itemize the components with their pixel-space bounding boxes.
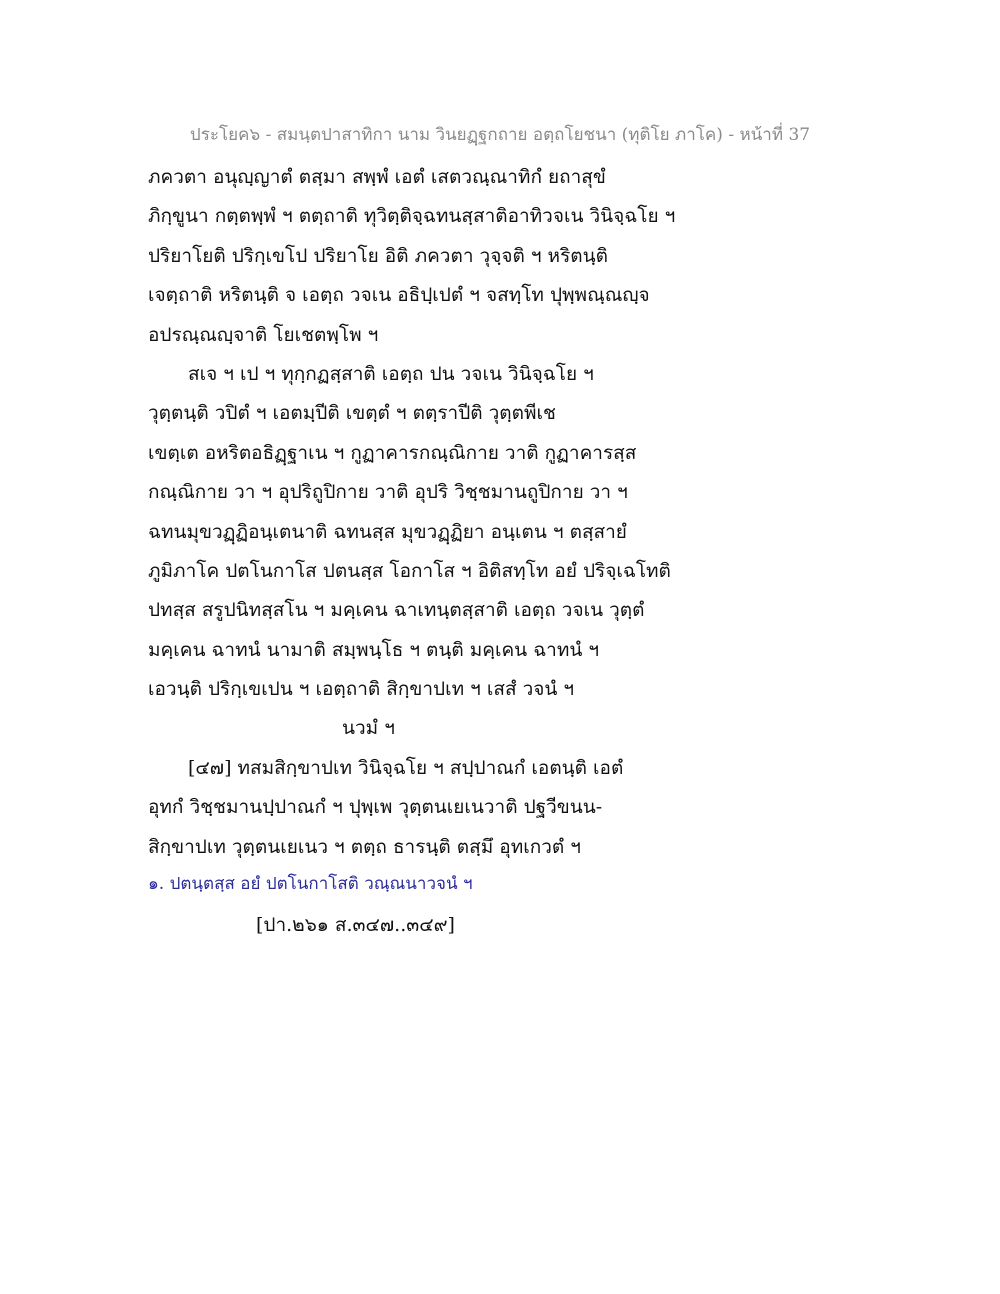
text-line: เจตฺถาติ หริตนฺติ จ เอตฺถ วจเน อธิปฺเปตํ ฯ จสทฺโท ปุพฺพณฺณญฺจ	[148, 284, 650, 307]
paragraph-start-line: สเจ ฯ เป ฯ ทุกฺกฏสฺสาติ เอตฺถ ปน วจเน วินิจฺฉโย ฯ	[188, 362, 594, 385]
text-line: ภูมิภาโค ปตโนกาโส ปตนสฺส โอกาโส ฯ อิติสทฺโท อยํ ปริจฺเฉโทติ	[148, 559, 671, 582]
text-line: ปทสฺส สรูปนิทสฺสโน ฯ มคฺเคน ฉาเทนฺตสฺสาติ เอตฺถ วจเน วุตฺตํ	[148, 599, 645, 622]
text-line: เอวนฺติ ปริกฺเขเปน ฯ เอตฺถาติ สิกฺขาปเท ฯ เสสํ วจนํ ฯ	[148, 678, 575, 701]
text-line: มคฺเคน ฉาทนํ นามาติ สมฺพนฺโธ ฯ ตนฺติ มคฺเคน ฉาทนํ ฯ	[148, 638, 600, 661]
text-line: กณฺณิกาย วา ฯ อุปริถูปิกาย วาติ อุปริ วิชฺชมานถูปิกาย วา ฯ	[148, 481, 628, 504]
footnote: ๑. ปตนฺตสฺส อยํ ปตโนกาโสติ วณฺณนาวจนํ ฯ	[148, 874, 473, 894]
section-end-marker: นวมํ ฯ	[342, 717, 395, 740]
page-header: ประโยค๖ - สมนฺตปาสาทิกา นาม วินยฏฺฐกถาย อตฺถโยชนา (ทุติโย ภาโค) - หน้าที่ 37	[189, 125, 811, 145]
text-line: วุตฺตนฺติ วปิตํ ฯ เอตมฺปีติ เขตฺตํ ฯ ตตฺราปีติ วุตฺตพีเช	[148, 402, 556, 425]
text-line: สิกฺขาปเท วุตฺตนเยเนว ฯ ตตฺถ ธารนฺติ ตสฺมึ อุทเกวตํ ฯ	[148, 835, 581, 858]
text-line: อปรณฺณญฺจาติ โยเชตพฺโพ ฯ	[148, 323, 379, 346]
text-line: ภควตา อนุญฺญาตํ ตสฺมา สพฺพํ เอตํ เสตวณฺณาทิกํ ยถาสุขํ	[148, 166, 606, 188]
paragraph-start-line: [๔๗] ทสมสิกฺขาปเท วินิจฺฉโย ฯ สปฺปาณกํ เอตนฺติ เอตํ	[188, 756, 624, 779]
text-line: ปริยาโยติ ปริกฺเขโป ปริยาโย อิติ ภควตา วุจฺจติ ฯ หริตนฺติ	[148, 244, 608, 267]
text-line: เขตฺเต อหริตอธิฏฺฐาเน ฯ กูฏาคารกณฺณิกาย วาติ กูฏาคารสฺส	[148, 441, 637, 464]
body-text	[148, 158, 868, 867]
page-reference: [ปา.๒๖๑ ส.๓๔๗..๓๔๙]	[256, 914, 455, 936]
text-line: อุทกํ วิชฺชมานปฺปาณกํ ฯ ปุพฺเพ วุตฺตนเยเนวาติ ปฐวีขนน-	[148, 796, 603, 819]
text-line: ภิกฺขูนา กตฺตพฺพํ ฯ ตตฺถาติ ทุวิตฺติจฺฉทนสฺสาติอาทิวจเน วินิจฺฉโย ฯ	[148, 205, 676, 228]
text-line: ฉทนมุขวฏฺฏิอนฺเตนาติ ฉทนสฺส มุขวฏฺฏิยา อนฺเตน ฯ ตสฺสายํ	[148, 520, 627, 543]
